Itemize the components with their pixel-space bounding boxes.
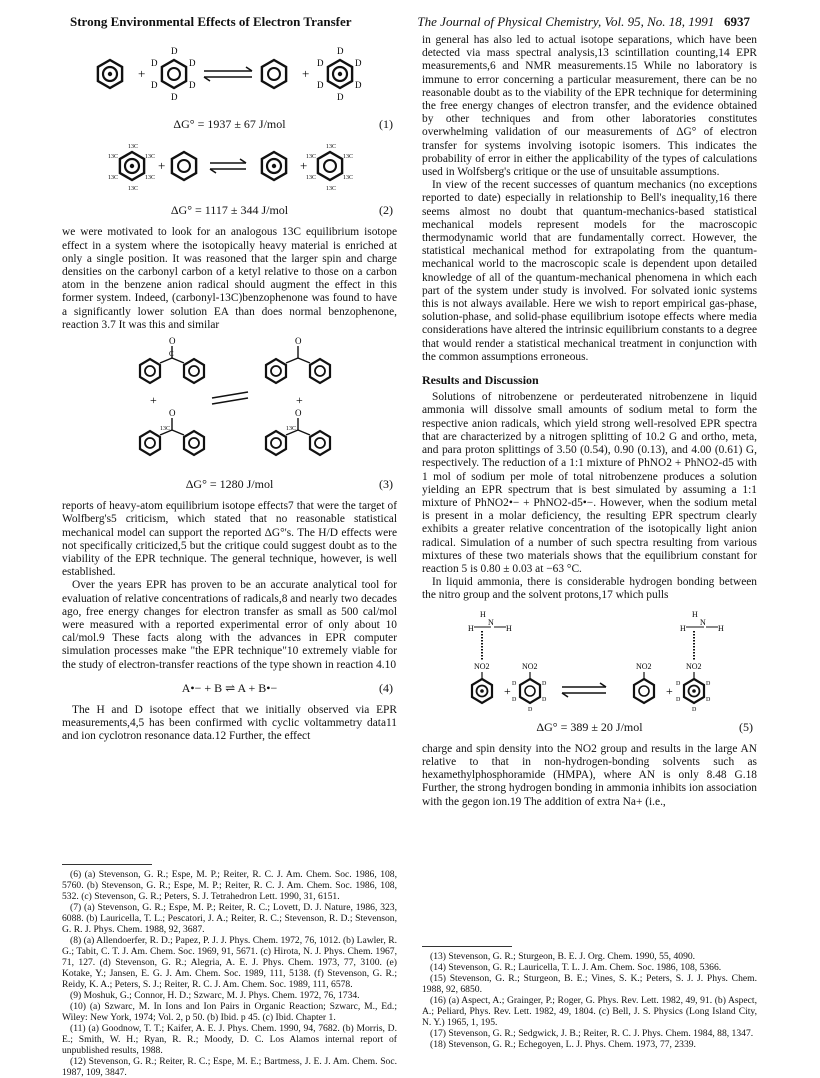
reference: (9) Moshuk, G.; Connor, H. D.; Szwarc, M. J. Phys. Chem. 1972, 76, 1734. (70, 990, 360, 1001)
svg-text:D: D (676, 680, 681, 687)
svg-text:D: D (512, 680, 517, 687)
benzophenone-ketyl (140, 336, 204, 383)
footnote-rule (62, 864, 152, 865)
svg-text:D: D (317, 58, 324, 68)
svg-text:13C: 13C (108, 175, 119, 182)
equation-number-3: (3) (379, 477, 393, 492)
svg-text:D: D (337, 92, 344, 102)
svg-text:13C: 13C (128, 186, 139, 193)
journal-citation (417, 14, 750, 30)
svg-text:D: D (151, 80, 158, 90)
benzene-d6 (151, 46, 196, 102)
svg-text:H: H (718, 623, 724, 633)
svg-text:O: O (169, 336, 176, 347)
equilibrium-arrow (210, 159, 246, 173)
13c-benzophenone (266, 336, 330, 383)
svg-text:NO2: NO2 (522, 661, 538, 671)
reference: (10) (a) Szwarc, M. In Ions and Ion Pairs in Organic Reaction; Szwarc, M., Ed.; Wiley: New York, 1974; Vol. 2, p 50. (b) Ibid. p 45. (c) Ibid. Chapter 1. (62, 1001, 397, 1023)
paragraph: The H and D isotope effect that we initially observed via EPR measurements,4,5 has been confirmed with cyclic voltammetry data11 and ion cyclotron resonance data.12 Further, the effect (62, 703, 397, 743)
svg-text:NO2: NO2 (636, 661, 652, 671)
reference: (17) Stevenson, G. R.; Sedgwick, J. B.; Reiter, R. C. J. Phys. Chem. 1984, 88, 1347. (430, 1028, 754, 1039)
svg-text:N: N (488, 617, 494, 627)
svg-text:D: D (542, 680, 547, 687)
13c-benzene-anion (108, 144, 155, 192)
paragraph: we were motivated to look for an analogous 13C equilibrium isotope effect in a system where the isotopically heavy material is enriched at only a single position. It was reasoned that the larger spin and charge densities on the carbonyl carbon of a ketyl relative to those on a carbon atom in the benzene anion radical should augment the effect in this former system. Indeed, (carbonyl-13C)benzophenone was found to have a significantly lower solution EA than does normal benzophenone, reaction 3.7 It was this and similar (62, 226, 397, 331)
svg-text:+: + (504, 683, 511, 698)
delta-g-1: ΔG° = 1937 ± 67 J/mol (173, 117, 286, 132)
svg-text:13C: 13C (286, 426, 297, 433)
reference: (6) (a) Stevenson, G. R.; Espe, M. P.; Reiter, R. C. J. Am. Chem. Soc. 1986, 108, 5760. (b) Stevenson, G. R.; Espe, M. P.; Reiter, R. C. J. Am. Chem. Soc. 1986, 108, 532. (c) Stevenson, G. R.; Peters, S. J. Tetrahedron Lett. 1990, 31, 6151. (62, 869, 397, 902)
delta-g-3: ΔG° = 1280 J/mol (185, 477, 274, 492)
svg-text:13C: 13C (326, 186, 337, 193)
13c-benzophenone-ketyl (266, 408, 330, 455)
svg-text:D: D (706, 696, 711, 703)
equation-number-4: (4) (379, 680, 393, 695)
svg-text:13C: 13C (145, 154, 156, 161)
ammonia-right (680, 610, 724, 661)
section-heading: Results and Discussion (422, 373, 539, 388)
left-column (62, 34, 397, 743)
reference: (8) (a) Allendoerfer, R. D.; Papez, P. J. J. Phys. Chem. 1972, 76, 1012. (b) Lawler, R. G.; Tabit, C. T. J. Am. Chem. Soc. 1969, 91, 5671. (c) Hirota, N. J. Phys. Chem. 1967, 71, 127. (d) Stevenson, G. R.; Alegria, A. E. J. Phys. Chem. 1973, 77, 3100. (e) Kotake, Y.; Jansen, E. G. J. Am. Chem. Soc. 1989, 111, 5138. (f) Stevenson, G. R.; Reidy, K. A.; Peters, S. J.; Reiter, R. C. J. Am. Chem. Soc. 1989, 111, 6578. (62, 935, 397, 990)
reference: (16) (a) Aspect, A.; Grainger, P.; Roger, G. Phys. Rev. Lett. 1982, 49, 91. (b) Aspect, A.; Peliard, Phys. Rev. Lett. 1982, 49, 1804. (c) Bell, J. S. Physics (Long Island City, N. Y.) 1965, 1, 195. (422, 995, 757, 1028)
paragraph: reports of heavy-atom equilibrium isotope effects7 that were the target of Wolfberg's5 criticism, which stated that no reasonable statistical mechanical model can support the reported ΔG°'s. The H/D effects were not specifically criticized,5 but the critique could suggest doubt as to the viability of the EPR technique. The general technique, however, is well established. (62, 500, 397, 579)
footnote-rule (422, 946, 512, 947)
svg-text:D: D (337, 46, 344, 56)
reference: (15) Stevenson, G. R.; Sturgeon, B. E.; Vines, S. K.; Peters, S. J. J. Phys. Chem. 1988, 92, 6850. (422, 973, 757, 995)
svg-text:D: D (189, 80, 196, 90)
svg-text:+: + (666, 683, 673, 698)
page-header (70, 14, 750, 32)
svg-text:C: C (169, 350, 174, 359)
svg-text:13C: 13C (326, 144, 337, 151)
svg-text:H: H (506, 623, 512, 633)
benzene (262, 60, 286, 88)
benzene-anion (262, 152, 286, 180)
svg-text:+: + (150, 393, 157, 408)
nitrobenzene (634, 662, 654, 703)
svg-text:H: H (680, 623, 686, 633)
svg-text:N: N (700, 617, 706, 627)
svg-text:D: D (528, 706, 533, 713)
equation-number-1: (1) (379, 117, 393, 132)
reaction-2-scheme (62, 134, 397, 198)
svg-text:+: + (300, 158, 308, 174)
svg-text:13C: 13C (108, 154, 119, 161)
reaction-4 (62, 680, 397, 698)
benzene-d6-anion (317, 46, 362, 102)
paragraph: Solutions of nitrobenzene or perdeuterated nitrobenzene in liquid ammonia will dissolve small amounts of sodium metal to form the respective anion radicals, which yield strong well-resolved EPR spectra that are characterized by a nitrogen splitting of 10.2 G and ortho, meta, and para proton splittings of 3.50 (0.54), 0.90 (0.13), and 4.00 (0.61) G, respectively. The reduction of a 1:1 mixture of PhNO2 + PhNO2-d5 with 1 mol of sodium per mole of total nitrobenzene produces a solution yielding an EPR spectrum that is best simulated by assuming a 1:1 mixture of PhNO2•− + PhNO2-d5•−. However, when the sodium metal is present in a molar deficiency, the resulting EPR spectrum clearly exhibits a greater relative concentration of the isotopically light anion radical. Simulation of a number of such spectra resulting from various mixtures of these two materials shows that the equilibrium constant for reaction 5 is 0.80 ± 0.03 at −63 °C. (422, 391, 757, 575)
svg-text:D: D (317, 80, 324, 90)
reference: (18) Stevenson, G. R.; Echegoyen, L. J. Phys. Chem. 1973, 77, 2339. (430, 1039, 696, 1050)
svg-text:O: O (169, 408, 176, 419)
plus-sign: + (302, 66, 310, 81)
equation-number-5: (5) (739, 719, 753, 734)
svg-text:13C: 13C (343, 154, 354, 161)
nitrobenzene-anion (472, 662, 492, 703)
svg-text:H: H (468, 623, 474, 633)
running-title: Strong Environmental Effects of Electron Transfer (70, 14, 352, 29)
reference: (13) Stevenson, G. R.; Sturgeon, B. E. J. Org. Chem. 1990, 55, 4090. (430, 951, 696, 962)
svg-text:13C: 13C (160, 426, 171, 433)
reference: (11) (a) Goodnow, T. T.; Kaifer, A. E. J. Phys. Chem. 1990, 94, 7682. (b) Morris, D. E.; Smith, W. H.; Ryan, R. R.; Moody, D. C. Los Alamos internal report of unpublished results, 1988. (62, 1023, 397, 1056)
13c-benzophenone-lower (140, 408, 204, 455)
svg-text:D: D (171, 46, 178, 56)
equilibrium-arrow (562, 683, 606, 697)
svg-text:13C: 13C (306, 154, 317, 161)
svg-text:D: D (189, 58, 196, 68)
svg-text:13C: 13C (145, 175, 156, 182)
paragraph: in general has also led to actual isotope separations, which have been detected via mass spectral analysis,13 scintillation counting,14 EPR measurements,6 and NMR measurements.15 While no laboratory is immune to error concerning a particular measurement, there can be no reasonable doubt as to the viability of the EPR technique for determining the free energy changes of electron transfer, and the evidence obtained by other techniques and from other laboratories constitutes overwhelming validation of our measurements of ΔG° of electron transfer for systems involving isotopic isomers. This indicates the probability of error in either the applicability of the types of calculations used in Wolfsberg's critique or the use of unsuitable assumptions. (422, 34, 757, 179)
svg-text:D: D (706, 680, 711, 687)
paragraph: In view of the recent successes of quantum mechanics (no exceptions reported to date) especially in relationship to Bell's inequality,16 there seems almost no doubt that quantum-mechanics-based statistical mechanical models represent models for the macroscopic thermodynamic world that are fundamentally correct. However, the statistical mechanical method for extrapolating from the quantum-mechanical world to the macroscopic scale is dependent upon detailed knowledge of all of the quantum-mechanical phenomena in which each part of the system under study is involved. For solvated ionic systems this is not always available. Here we wish to report empirical gas-phase, solution-phase, and solid-phase equilibrium isotope effects where media considerations have altered the intrinsic equilibrium constants to a degree that would render a statistical mechanical treatment in conjunction with the common assumptions erroneous. (422, 179, 757, 363)
benzene (172, 152, 196, 180)
nitrobenzene-d5-anion (676, 662, 711, 713)
paragraph: charge and spin density into the NO2 group and results in the large AN relative to that in non-hydrogen-bonding solvents such as hexamethylphosphoramide (HMPA), where AN is only 8.48 G.18 Further, the strong hydrogen bonding in ammonia inhibits ion association with the gegon ion.19 The addition of extra Na+ (i.e., (422, 742, 757, 808)
reaction-1-scheme (62, 34, 397, 112)
reaction-2-energy (62, 202, 397, 220)
right-column (422, 34, 757, 809)
svg-text:13C: 13C (128, 144, 139, 151)
reaction-1-energy (62, 116, 397, 134)
svg-text:D: D (676, 696, 681, 703)
reaction-3-scheme (62, 332, 397, 472)
svg-text:D: D (355, 80, 362, 90)
reaction-3-energy (62, 476, 397, 494)
nitrobenzene-d5 (512, 662, 547, 713)
equation-number-2: (2) (379, 203, 393, 218)
svg-text:H: H (692, 609, 698, 619)
reaction-5-energy (422, 719, 757, 737)
svg-text:D: D (355, 58, 362, 68)
equilibrium-arrow (204, 67, 252, 81)
reference: (12) Stevenson, G. R.; Reiter, R. C.; Espe, M. E.; Bartmess, J. E. J. Am. Chem. Soc. 1987, 109, 3847. (62, 1056, 397, 1078)
svg-text:D: D (151, 58, 158, 68)
reference: (7) (a) Stevenson, G. R.; Espe, M. P.; Reiter, R. C.; Lovett, D. J. Nature, 1986, 323, 6088. (b) Lauricella, T. L.; Pescatori, J. A.; Reiter, R. C.; Stevenson, R. D.; Stevenson, G. R. J. Phys. Chem. 1988, 92, 3687. (62, 902, 397, 935)
delta-g-5: ΔG° = 389 ± 20 J/mol (536, 719, 643, 734)
svg-text:NO2: NO2 (686, 661, 702, 671)
journal-name: The Journal of Physical Chemistry, Vol. 95, No. 18, 1991 (417, 14, 715, 29)
svg-text:13C: 13C (306, 175, 317, 182)
svg-text:D: D (171, 92, 178, 102)
svg-text:H: H (480, 609, 486, 619)
svg-text:D: D (512, 696, 517, 703)
benzene-anion-radical (98, 60, 122, 88)
svg-text:O: O (295, 408, 302, 419)
ammonia-left (468, 610, 512, 661)
reaction-4-equation: A•− + B ⇌ A + B•− (181, 680, 278, 695)
svg-text:D: D (542, 696, 547, 703)
equilibrium-arrow (212, 392, 248, 404)
svg-text:O: O (295, 336, 302, 347)
svg-text:D: D (692, 706, 697, 713)
left-references (62, 864, 397, 1078)
paragraph: Over the years EPR has proven to be an accurate analytical tool for evaluation of relative concentrations of radicals,8 and nearly two decades ago, free energy changes for electron transfer as small as 500 cal/mol were measured with a reported experimental error of only about 10 cal/mol.9 These facts along with the advances in EPR computer simulation processes make "the EPR technique"10 extremely viable for the study of electron-transfer reactions of the type shown in reaction 4.10 (62, 579, 397, 671)
svg-text:NO2: NO2 (474, 661, 490, 671)
svg-text:13C: 13C (343, 175, 354, 182)
reference: (14) Stevenson, G. R.; Lauricella, T. L. J. Am. Chem. Soc. 1986, 108, 5366. (430, 962, 722, 973)
13c-benzene (306, 144, 353, 192)
page-number: 6937 (724, 14, 750, 29)
reaction-5-scheme (422, 603, 757, 715)
plus-sign: + (138, 66, 146, 81)
svg-text:+: + (296, 393, 303, 408)
delta-g-2: ΔG° = 1117 ± 344 J/mol (170, 203, 289, 218)
svg-text:+: + (158, 158, 166, 174)
paragraph: In liquid ammonia, there is considerable hydrogen bonding between the nitro group and the solvent protons,17 which pulls (422, 576, 757, 602)
right-references (422, 946, 757, 1050)
